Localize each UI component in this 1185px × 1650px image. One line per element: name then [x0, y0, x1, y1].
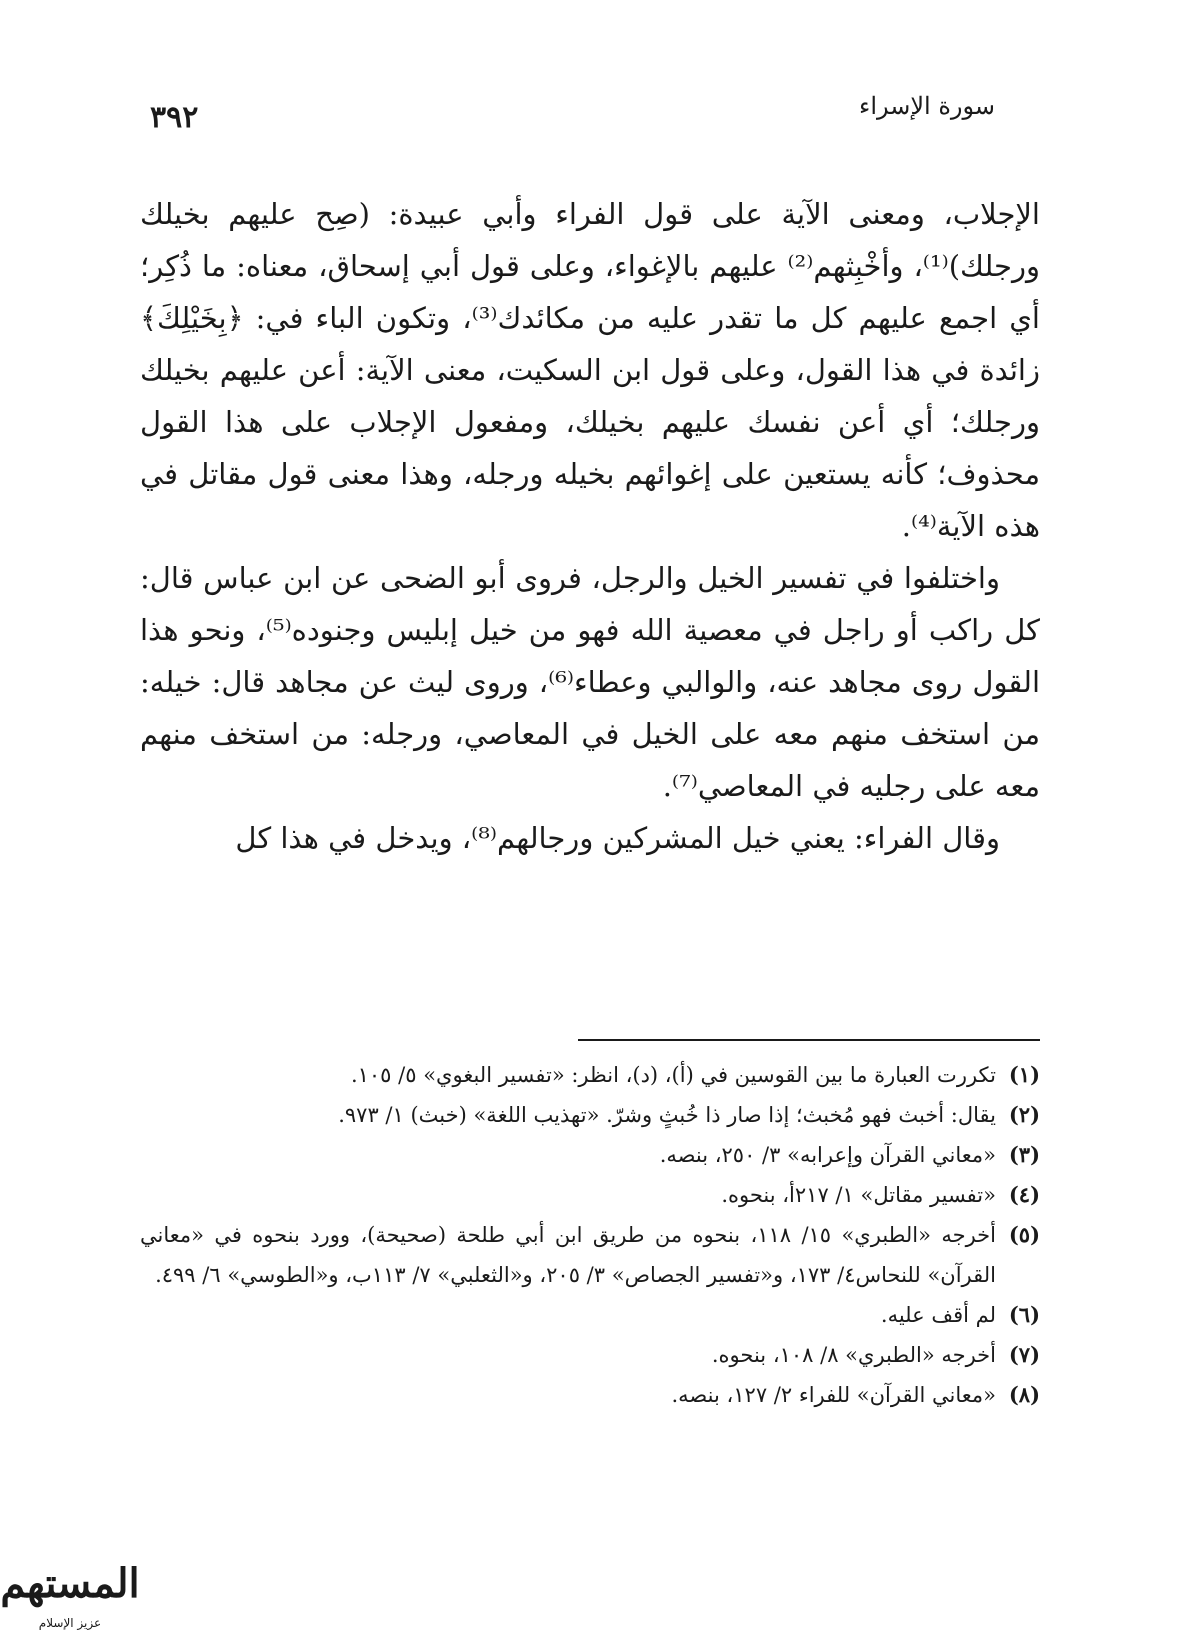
- logo-subtext: عزيز الإسلام: [38, 1616, 102, 1630]
- page-header: [150, 92, 995, 142]
- footnote: [140, 1135, 1040, 1175]
- footnote: [140, 1215, 1040, 1295]
- footnote-number: (٦): [1008, 1302, 1040, 1327]
- paragraph-text: واختلفوا في تفسير الخيل والرجل، فروى أبو الضحى عن ابن عباس قال: كل راكب أو راجل في معصية الله فهو من خيل إبليس وجنوده⁽⁵⁾، ونحو هذا القول روى مجاهد عنه، والوالبي وعطاء⁽⁶⁾، وروى ليث عن مجاهد قال: خيله: من استخف منهم معه على الخيل في المعاصي، ورجله: من استخف منهم معه على رجليه في المعاصي⁽⁷⁾.: [140, 561, 1040, 803]
- footnote: [140, 1095, 1040, 1135]
- footnote-text: أخرجه «الطبري» ٨/ ١٠٨، بنحوه.: [711, 1343, 996, 1367]
- running-head: سورة الإسراء: [859, 92, 995, 120]
- footnote-number: (٤): [1008, 1182, 1040, 1207]
- footnote-text: لم أقف عليه.: [880, 1303, 996, 1327]
- footnote-divider: [578, 1039, 1040, 1041]
- logo-text: المستهم: [0, 1560, 140, 1607]
- publisher-logo: [0, 1535, 140, 1640]
- paragraph: [140, 552, 1040, 812]
- footnote: [140, 1375, 1040, 1415]
- page-number: ٣٩٢: [150, 100, 199, 135]
- footnote-number: (٣): [1008, 1142, 1040, 1167]
- paragraph: [140, 188, 1040, 552]
- footnote-text: يقال: أخبث فهو مُخبث؛ إذا صار ذا خُبثٍ وشرّ. «تهذيب اللغة» (خبث) ١/ ٩٧٣.: [338, 1103, 996, 1127]
- footnote: [140, 1175, 1040, 1215]
- footnote-number: (١): [1008, 1062, 1040, 1087]
- paragraph: [140, 812, 1040, 864]
- footnote: [140, 1295, 1040, 1335]
- footnote-number: (٧): [1008, 1342, 1040, 1367]
- footnote-number: (٢): [1008, 1102, 1040, 1127]
- footnote-number: (٨): [1008, 1382, 1040, 1407]
- footnote-text: «معاني القرآن وإعرابه» ٣/ ٢٥٠، بنصه.: [659, 1143, 996, 1167]
- footnote: [140, 1055, 1040, 1095]
- footnotes: [140, 1055, 1040, 1415]
- paragraph-text: الإجلاب، ومعنى الآية على قول الفراء وأبي عبيدة: (صِح عليهم بخيلك ورجلك)⁽¹⁾، وأخْبِثهم⁽²⁾ عليهم بالإغواء، وعلى قول أبي إسحاق، معناه: ما ذُكِر؛ أي اجمع عليهم كل ما تقدر عليه من مكائدك⁽³⁾، وتكون الباء في: ﴿بِخَيْلِكَ﴾ زائدة في هذا القول، وعلى قول ابن السكيت، معنى الآية: أعن عليهم بخيلك ورجلك؛ أي أعن نفسك عليهم بخيلك، ومفعول الإجلاب على هذا القول محذوف؛ كأنه يستعين على إغوائهم بخيله ورجله، وهذا معنى قول مقاتل في هذه الآية⁽⁴⁾.: [140, 197, 1040, 543]
- footnote-number: (٥): [1008, 1222, 1040, 1247]
- paragraph-text: وقال الفراء: يعني خيل المشركين ورجالهم⁽⁸⁾، ويدخل في هذا كل: [235, 821, 1000, 855]
- footnote-text: أخرجه «الطبري» ١٥/ ١١٨، بنحوه من طريق ابن أبي طلحة (صحيحة)، وورد بنحوه في «معاني القرآن» للنحاس٤/ ١٧٣، و«تفسير الجصاص» ٣/ ٢٠٥، و«الثعلبي» ٧/ ١١٣ب، و«الطوسي» ٦/ ٤٩٩.: [140, 1223, 996, 1287]
- footnote-text: تكررت العبارة ما بين القوسين في (أ)، (د)، انظر: «تفسير البغوي» ٥/ ١٠٥.: [350, 1063, 996, 1087]
- footnote-text: «تفسير مقاتل» ١/ ٢١٧أ، بنحوه.: [721, 1183, 996, 1207]
- main-text: [140, 188, 1040, 864]
- footnote-text: «معاني القرآن» للفراء ٢/ ١٢٧، بنصه.: [671, 1383, 996, 1407]
- footnote: [140, 1335, 1040, 1375]
